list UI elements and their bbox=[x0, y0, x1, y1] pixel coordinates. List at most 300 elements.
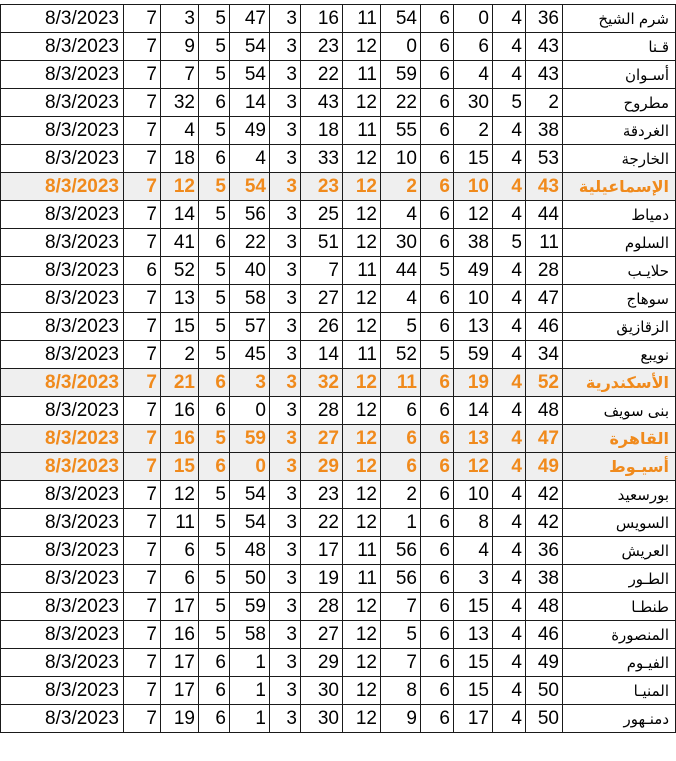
city-cell[interactable]: القاهرة bbox=[563, 425, 676, 453]
time-cell-c4[interactable]: 58 bbox=[230, 285, 270, 313]
time-cell-c8[interactable]: 59 bbox=[381, 61, 421, 89]
time-cell-c2[interactable]: 19 bbox=[161, 705, 199, 733]
time-cell-c4[interactable]: 1 bbox=[230, 705, 270, 733]
time-cell-c9[interactable]: 6 bbox=[421, 285, 454, 313]
time-cell-c1[interactable]: 7 bbox=[124, 285, 161, 313]
time-cell-c12[interactable]: 52 bbox=[526, 369, 563, 397]
city-cell[interactable]: السلوم bbox=[563, 229, 676, 257]
time-cell-c6[interactable]: 29 bbox=[301, 649, 343, 677]
time-cell-c3[interactable]: 5 bbox=[199, 33, 230, 61]
city-cell[interactable]: حلايـب bbox=[563, 257, 676, 285]
time-cell-c3[interactable]: 5 bbox=[199, 341, 230, 369]
time-cell-c8[interactable]: 2 bbox=[381, 173, 421, 201]
time-cell-c2[interactable]: 7 bbox=[161, 61, 199, 89]
time-cell-c10[interactable]: 12 bbox=[454, 453, 493, 481]
date-cell[interactable]: 8/3/2023 bbox=[1, 369, 124, 397]
time-cell-c9[interactable]: 6 bbox=[421, 565, 454, 593]
time-cell-c2[interactable]: 52 bbox=[161, 257, 199, 285]
date-cell[interactable]: 8/3/2023 bbox=[1, 229, 124, 257]
date-cell[interactable]: 8/3/2023 bbox=[1, 705, 124, 733]
time-cell-c1[interactable]: 7 bbox=[124, 33, 161, 61]
time-cell-c1[interactable]: 7 bbox=[124, 397, 161, 425]
time-cell-c9[interactable]: 6 bbox=[421, 621, 454, 649]
time-cell-c2[interactable]: 6 bbox=[161, 565, 199, 593]
time-cell-c10[interactable]: 10 bbox=[454, 481, 493, 509]
time-cell-c2[interactable]: 12 bbox=[161, 481, 199, 509]
time-cell-c1[interactable]: 7 bbox=[124, 61, 161, 89]
time-cell-c7[interactable]: 12 bbox=[343, 201, 381, 229]
time-cell-c6[interactable]: 22 bbox=[301, 509, 343, 537]
time-cell-c11[interactable]: 4 bbox=[493, 117, 526, 145]
time-cell-c12[interactable]: 47 bbox=[526, 285, 563, 313]
time-cell-c3[interactable]: 5 bbox=[199, 425, 230, 453]
time-cell-c5[interactable]: 3 bbox=[270, 5, 301, 33]
time-cell-c4[interactable]: 1 bbox=[230, 677, 270, 705]
time-cell-c7[interactable]: 12 bbox=[343, 369, 381, 397]
time-cell-c12[interactable]: 34 bbox=[526, 341, 563, 369]
time-cell-c10[interactable]: 12 bbox=[454, 201, 493, 229]
time-cell-c10[interactable]: 15 bbox=[454, 677, 493, 705]
time-cell-c9[interactable]: 6 bbox=[421, 61, 454, 89]
time-cell-c7[interactable]: 12 bbox=[343, 145, 381, 173]
time-cell-c3[interactable]: 5 bbox=[199, 285, 230, 313]
time-cell-c1[interactable]: 7 bbox=[124, 201, 161, 229]
time-cell-c12[interactable]: 43 bbox=[526, 173, 563, 201]
time-cell-c8[interactable]: 4 bbox=[381, 285, 421, 313]
time-cell-c11[interactable]: 4 bbox=[493, 649, 526, 677]
time-cell-c7[interactable]: 11 bbox=[343, 341, 381, 369]
time-cell-c7[interactable]: 11 bbox=[343, 117, 381, 145]
time-cell-c5[interactable]: 3 bbox=[270, 201, 301, 229]
time-cell-c5[interactable]: 3 bbox=[270, 481, 301, 509]
time-cell-c9[interactable]: 6 bbox=[421, 173, 454, 201]
time-cell-c9[interactable]: 6 bbox=[421, 509, 454, 537]
time-cell-c6[interactable]: 33 bbox=[301, 145, 343, 173]
time-cell-c5[interactable]: 3 bbox=[270, 33, 301, 61]
time-cell-c3[interactable]: 5 bbox=[199, 257, 230, 285]
time-cell-c5[interactable]: 3 bbox=[270, 425, 301, 453]
time-cell-c3[interactable]: 5 bbox=[199, 61, 230, 89]
time-cell-c9[interactable]: 6 bbox=[421, 201, 454, 229]
time-cell-c5[interactable]: 3 bbox=[270, 145, 301, 173]
time-cell-c3[interactable]: 5 bbox=[199, 173, 230, 201]
time-cell-c3[interactable]: 5 bbox=[199, 201, 230, 229]
time-cell-c1[interactable]: 7 bbox=[124, 229, 161, 257]
time-cell-c4[interactable]: 3 bbox=[230, 369, 270, 397]
time-cell-c9[interactable]: 6 bbox=[421, 117, 454, 145]
time-cell-c3[interactable]: 6 bbox=[199, 229, 230, 257]
time-cell-c9[interactable]: 6 bbox=[421, 649, 454, 677]
time-cell-c6[interactable]: 30 bbox=[301, 705, 343, 733]
time-cell-c5[interactable]: 3 bbox=[270, 565, 301, 593]
time-cell-c8[interactable]: 5 bbox=[381, 621, 421, 649]
date-cell[interactable]: 8/3/2023 bbox=[1, 649, 124, 677]
time-cell-c6[interactable]: 17 bbox=[301, 537, 343, 565]
time-cell-c8[interactable]: 4 bbox=[381, 201, 421, 229]
date-cell[interactable]: 8/3/2023 bbox=[1, 481, 124, 509]
time-cell-c12[interactable]: 11 bbox=[526, 229, 563, 257]
time-cell-c2[interactable]: 12 bbox=[161, 173, 199, 201]
time-cell-c5[interactable]: 3 bbox=[270, 173, 301, 201]
city-cell[interactable]: بنى سويف bbox=[563, 397, 676, 425]
time-cell-c4[interactable]: 54 bbox=[230, 509, 270, 537]
time-cell-c9[interactable]: 6 bbox=[421, 425, 454, 453]
time-cell-c8[interactable]: 6 bbox=[381, 425, 421, 453]
time-cell-c1[interactable]: 7 bbox=[124, 481, 161, 509]
time-cell-c3[interactable]: 5 bbox=[199, 621, 230, 649]
time-cell-c6[interactable]: 27 bbox=[301, 285, 343, 313]
city-cell[interactable]: الفيـوم bbox=[563, 649, 676, 677]
time-cell-c1[interactable]: 7 bbox=[124, 89, 161, 117]
time-cell-c2[interactable]: 21 bbox=[161, 369, 199, 397]
time-cell-c12[interactable]: 43 bbox=[526, 33, 563, 61]
date-cell[interactable]: 8/3/2023 bbox=[1, 621, 124, 649]
time-cell-c11[interactable]: 4 bbox=[493, 593, 526, 621]
time-cell-c1[interactable]: 7 bbox=[124, 537, 161, 565]
time-cell-c10[interactable]: 13 bbox=[454, 425, 493, 453]
time-cell-c4[interactable]: 0 bbox=[230, 397, 270, 425]
time-cell-c2[interactable]: 9 bbox=[161, 33, 199, 61]
time-cell-c10[interactable]: 14 bbox=[454, 397, 493, 425]
time-cell-c10[interactable]: 13 bbox=[454, 621, 493, 649]
time-cell-c11[interactable]: 4 bbox=[493, 677, 526, 705]
time-cell-c3[interactable]: 5 bbox=[199, 593, 230, 621]
time-cell-c3[interactable]: 5 bbox=[199, 313, 230, 341]
time-cell-c1[interactable]: 7 bbox=[124, 313, 161, 341]
time-cell-c11[interactable]: 4 bbox=[493, 313, 526, 341]
time-cell-c1[interactable]: 7 bbox=[124, 425, 161, 453]
time-cell-c4[interactable]: 40 bbox=[230, 257, 270, 285]
city-cell[interactable]: السويس bbox=[563, 509, 676, 537]
date-cell[interactable]: 8/3/2023 bbox=[1, 677, 124, 705]
time-cell-c8[interactable]: 2 bbox=[381, 481, 421, 509]
time-cell-c5[interactable]: 3 bbox=[270, 453, 301, 481]
time-cell-c1[interactable]: 7 bbox=[124, 705, 161, 733]
time-cell-c10[interactable]: 19 bbox=[454, 369, 493, 397]
date-cell[interactable]: 8/3/2023 bbox=[1, 453, 124, 481]
city-cell[interactable]: طنطـا bbox=[563, 593, 676, 621]
city-cell[interactable]: الأسكندرية bbox=[563, 369, 676, 397]
date-cell[interactable]: 8/3/2023 bbox=[1, 341, 124, 369]
date-cell[interactable]: 8/3/2023 bbox=[1, 257, 124, 285]
time-cell-c2[interactable]: 16 bbox=[161, 397, 199, 425]
time-cell-c4[interactable]: 59 bbox=[230, 425, 270, 453]
time-cell-c10[interactable]: 15 bbox=[454, 649, 493, 677]
time-cell-c8[interactable]: 44 bbox=[381, 257, 421, 285]
time-cell-c5[interactable]: 3 bbox=[270, 313, 301, 341]
time-cell-c5[interactable]: 3 bbox=[270, 257, 301, 285]
time-cell-c8[interactable]: 0 bbox=[381, 33, 421, 61]
time-cell-c12[interactable]: 50 bbox=[526, 677, 563, 705]
time-cell-c1[interactable]: 7 bbox=[124, 453, 161, 481]
time-cell-c11[interactable]: 4 bbox=[493, 425, 526, 453]
date-cell[interactable]: 8/3/2023 bbox=[1, 425, 124, 453]
time-cell-c10[interactable]: 4 bbox=[454, 537, 493, 565]
time-cell-c3[interactable]: 5 bbox=[199, 537, 230, 565]
time-cell-c11[interactable]: 4 bbox=[493, 33, 526, 61]
time-cell-c6[interactable]: 25 bbox=[301, 201, 343, 229]
time-cell-c2[interactable]: 17 bbox=[161, 593, 199, 621]
time-cell-c5[interactable]: 3 bbox=[270, 705, 301, 733]
time-cell-c12[interactable]: 46 bbox=[526, 621, 563, 649]
time-cell-c5[interactable]: 3 bbox=[270, 537, 301, 565]
date-cell[interactable]: 8/3/2023 bbox=[1, 565, 124, 593]
time-cell-c11[interactable]: 4 bbox=[493, 201, 526, 229]
time-cell-c10[interactable]: 10 bbox=[454, 285, 493, 313]
city-cell[interactable]: قـنا bbox=[563, 33, 676, 61]
time-cell-c7[interactable]: 12 bbox=[343, 677, 381, 705]
time-cell-c5[interactable]: 3 bbox=[270, 593, 301, 621]
time-cell-c8[interactable]: 7 bbox=[381, 593, 421, 621]
city-cell[interactable]: مطروح bbox=[563, 89, 676, 117]
time-cell-c4[interactable]: 49 bbox=[230, 117, 270, 145]
time-cell-c11[interactable]: 4 bbox=[493, 257, 526, 285]
time-cell-c8[interactable]: 1 bbox=[381, 509, 421, 537]
time-cell-c8[interactable]: 55 bbox=[381, 117, 421, 145]
city-cell[interactable]: بورسعيد bbox=[563, 481, 676, 509]
city-cell[interactable]: الطـور bbox=[563, 565, 676, 593]
time-cell-c5[interactable]: 3 bbox=[270, 341, 301, 369]
time-cell-c6[interactable]: 23 bbox=[301, 33, 343, 61]
time-cell-c6[interactable]: 23 bbox=[301, 481, 343, 509]
city-cell[interactable]: المنيـا bbox=[563, 677, 676, 705]
time-cell-c10[interactable]: 38 bbox=[454, 229, 493, 257]
time-cell-c11[interactable]: 4 bbox=[493, 397, 526, 425]
time-cell-c10[interactable]: 30 bbox=[454, 89, 493, 117]
time-cell-c9[interactable]: 6 bbox=[421, 229, 454, 257]
time-cell-c5[interactable]: 3 bbox=[270, 89, 301, 117]
time-cell-c7[interactable]: 11 bbox=[343, 61, 381, 89]
time-cell-c10[interactable]: 8 bbox=[454, 509, 493, 537]
time-cell-c7[interactable]: 12 bbox=[343, 89, 381, 117]
time-cell-c1[interactable]: 7 bbox=[124, 341, 161, 369]
city-cell[interactable]: نويبع bbox=[563, 341, 676, 369]
time-cell-c8[interactable]: 22 bbox=[381, 89, 421, 117]
time-cell-c8[interactable]: 9 bbox=[381, 705, 421, 733]
time-cell-c12[interactable]: 2 bbox=[526, 89, 563, 117]
date-cell[interactable]: 8/3/2023 bbox=[1, 509, 124, 537]
time-cell-c9[interactable]: 6 bbox=[421, 705, 454, 733]
time-cell-c6[interactable]: 7 bbox=[301, 257, 343, 285]
time-cell-c10[interactable]: 49 bbox=[454, 257, 493, 285]
city-cell[interactable]: دمنـهور bbox=[563, 705, 676, 733]
time-cell-c6[interactable]: 43 bbox=[301, 89, 343, 117]
time-cell-c1[interactable]: 7 bbox=[124, 509, 161, 537]
time-cell-c6[interactable]: 18 bbox=[301, 117, 343, 145]
time-cell-c5[interactable]: 3 bbox=[270, 677, 301, 705]
time-cell-c2[interactable]: 15 bbox=[161, 453, 199, 481]
time-cell-c3[interactable]: 6 bbox=[199, 649, 230, 677]
time-cell-c3[interactable]: 5 bbox=[199, 509, 230, 537]
time-cell-c4[interactable]: 54 bbox=[230, 481, 270, 509]
date-cell[interactable]: 8/3/2023 bbox=[1, 201, 124, 229]
time-cell-c8[interactable]: 11 bbox=[381, 369, 421, 397]
time-cell-c2[interactable]: 17 bbox=[161, 649, 199, 677]
city-cell[interactable]: الإسماعيلية bbox=[563, 173, 676, 201]
time-cell-c7[interactable]: 12 bbox=[343, 621, 381, 649]
time-cell-c4[interactable]: 54 bbox=[230, 173, 270, 201]
time-cell-c8[interactable]: 8 bbox=[381, 677, 421, 705]
time-cell-c1[interactable]: 7 bbox=[124, 649, 161, 677]
time-cell-c6[interactable]: 16 bbox=[301, 5, 343, 33]
time-cell-c3[interactable]: 6 bbox=[199, 145, 230, 173]
time-cell-c2[interactable]: 16 bbox=[161, 425, 199, 453]
time-cell-c11[interactable]: 4 bbox=[493, 5, 526, 33]
time-cell-c12[interactable]: 48 bbox=[526, 397, 563, 425]
time-cell-c4[interactable]: 14 bbox=[230, 89, 270, 117]
time-cell-c2[interactable]: 15 bbox=[161, 313, 199, 341]
time-cell-c2[interactable]: 4 bbox=[161, 117, 199, 145]
time-cell-c9[interactable]: 6 bbox=[421, 397, 454, 425]
time-cell-c7[interactable]: 12 bbox=[343, 425, 381, 453]
date-cell[interactable]: 8/3/2023 bbox=[1, 173, 124, 201]
time-cell-c8[interactable]: 6 bbox=[381, 397, 421, 425]
city-cell[interactable]: الزقازيق bbox=[563, 313, 676, 341]
time-cell-c4[interactable]: 47 bbox=[230, 5, 270, 33]
time-cell-c6[interactable]: 28 bbox=[301, 397, 343, 425]
time-cell-c3[interactable]: 6 bbox=[199, 89, 230, 117]
time-cell-c2[interactable]: 13 bbox=[161, 285, 199, 313]
time-cell-c10[interactable]: 13 bbox=[454, 313, 493, 341]
time-cell-c11[interactable]: 4 bbox=[493, 369, 526, 397]
time-cell-c12[interactable]: 44 bbox=[526, 201, 563, 229]
time-cell-c12[interactable]: 42 bbox=[526, 509, 563, 537]
time-cell-c11[interactable]: 4 bbox=[493, 509, 526, 537]
time-cell-c1[interactable]: 7 bbox=[124, 677, 161, 705]
time-cell-c8[interactable]: 6 bbox=[381, 453, 421, 481]
time-cell-c12[interactable]: 47 bbox=[526, 425, 563, 453]
time-cell-c12[interactable]: 49 bbox=[526, 649, 563, 677]
time-cell-c8[interactable]: 56 bbox=[381, 537, 421, 565]
time-cell-c3[interactable]: 5 bbox=[199, 565, 230, 593]
time-cell-c8[interactable]: 7 bbox=[381, 649, 421, 677]
time-cell-c12[interactable]: 36 bbox=[526, 537, 563, 565]
city-cell[interactable]: الغردقة bbox=[563, 117, 676, 145]
time-cell-c6[interactable]: 26 bbox=[301, 313, 343, 341]
time-cell-c12[interactable]: 46 bbox=[526, 313, 563, 341]
time-cell-c8[interactable]: 52 bbox=[381, 341, 421, 369]
time-cell-c10[interactable]: 3 bbox=[454, 565, 493, 593]
date-cell[interactable]: 8/3/2023 bbox=[1, 593, 124, 621]
time-cell-c1[interactable]: 7 bbox=[124, 565, 161, 593]
time-cell-c7[interactable]: 11 bbox=[343, 537, 381, 565]
date-cell[interactable]: 8/3/2023 bbox=[1, 285, 124, 313]
time-cell-c10[interactable]: 4 bbox=[454, 61, 493, 89]
time-cell-c10[interactable]: 15 bbox=[454, 593, 493, 621]
time-cell-c12[interactable]: 48 bbox=[526, 593, 563, 621]
time-cell-c9[interactable]: 5 bbox=[421, 341, 454, 369]
time-cell-c1[interactable]: 7 bbox=[124, 593, 161, 621]
time-cell-c5[interactable]: 3 bbox=[270, 285, 301, 313]
time-cell-c12[interactable]: 42 bbox=[526, 481, 563, 509]
time-cell-c2[interactable]: 32 bbox=[161, 89, 199, 117]
time-cell-c1[interactable]: 7 bbox=[124, 173, 161, 201]
time-cell-c7[interactable]: 12 bbox=[343, 509, 381, 537]
time-cell-c1[interactable]: 7 bbox=[124, 145, 161, 173]
time-cell-c12[interactable]: 28 bbox=[526, 257, 563, 285]
time-cell-c12[interactable]: 49 bbox=[526, 453, 563, 481]
city-cell[interactable]: أسيـوط bbox=[563, 453, 676, 481]
time-cell-c7[interactable]: 12 bbox=[343, 229, 381, 257]
time-cell-c1[interactable]: 7 bbox=[124, 621, 161, 649]
time-cell-c11[interactable]: 5 bbox=[493, 89, 526, 117]
time-cell-c11[interactable]: 4 bbox=[493, 341, 526, 369]
time-cell-c6[interactable]: 28 bbox=[301, 593, 343, 621]
city-cell[interactable]: دمياط bbox=[563, 201, 676, 229]
date-cell[interactable]: 8/3/2023 bbox=[1, 537, 124, 565]
city-cell[interactable]: أسـوان bbox=[563, 61, 676, 89]
time-cell-c1[interactable]: 7 bbox=[124, 117, 161, 145]
time-cell-c4[interactable]: 1 bbox=[230, 649, 270, 677]
time-cell-c8[interactable]: 56 bbox=[381, 565, 421, 593]
time-cell-c3[interactable]: 6 bbox=[199, 677, 230, 705]
time-cell-c11[interactable]: 4 bbox=[493, 145, 526, 173]
time-cell-c2[interactable]: 41 bbox=[161, 229, 199, 257]
time-cell-c9[interactable]: 6 bbox=[421, 5, 454, 33]
time-cell-c3[interactable]: 6 bbox=[199, 397, 230, 425]
time-cell-c4[interactable]: 50 bbox=[230, 565, 270, 593]
time-cell-c3[interactable]: 6 bbox=[199, 369, 230, 397]
time-cell-c3[interactable]: 5 bbox=[199, 481, 230, 509]
date-cell[interactable]: 8/3/2023 bbox=[1, 5, 124, 33]
time-cell-c7[interactable]: 11 bbox=[343, 5, 381, 33]
date-cell[interactable]: 8/3/2023 bbox=[1, 117, 124, 145]
time-cell-c5[interactable]: 3 bbox=[270, 229, 301, 257]
time-cell-c4[interactable]: 59 bbox=[230, 593, 270, 621]
time-cell-c4[interactable]: 0 bbox=[230, 453, 270, 481]
time-cell-c12[interactable]: 38 bbox=[526, 117, 563, 145]
time-cell-c2[interactable]: 2 bbox=[161, 341, 199, 369]
time-cell-c7[interactable]: 12 bbox=[343, 649, 381, 677]
time-cell-c3[interactable]: 6 bbox=[199, 453, 230, 481]
time-cell-c11[interactable]: 4 bbox=[493, 621, 526, 649]
date-cell[interactable]: 8/3/2023 bbox=[1, 313, 124, 341]
time-cell-c11[interactable]: 4 bbox=[493, 173, 526, 201]
time-cell-c7[interactable]: 12 bbox=[343, 173, 381, 201]
city-cell[interactable]: شرم الشيخ bbox=[563, 5, 676, 33]
time-cell-c2[interactable]: 14 bbox=[161, 201, 199, 229]
time-cell-c9[interactable]: 6 bbox=[421, 313, 454, 341]
time-cell-c9[interactable]: 6 bbox=[421, 537, 454, 565]
time-cell-c12[interactable]: 36 bbox=[526, 5, 563, 33]
time-cell-c11[interactable]: 4 bbox=[493, 481, 526, 509]
time-cell-c10[interactable]: 2 bbox=[454, 117, 493, 145]
time-cell-c5[interactable]: 3 bbox=[270, 649, 301, 677]
time-cell-c4[interactable]: 54 bbox=[230, 61, 270, 89]
city-cell[interactable]: الخارجة bbox=[563, 145, 676, 173]
time-cell-c1[interactable]: 7 bbox=[124, 5, 161, 33]
time-cell-c7[interactable]: 12 bbox=[343, 593, 381, 621]
time-cell-c9[interactable]: 6 bbox=[421, 369, 454, 397]
date-cell[interactable]: 8/3/2023 bbox=[1, 33, 124, 61]
time-cell-c6[interactable]: 29 bbox=[301, 453, 343, 481]
time-cell-c2[interactable]: 3 bbox=[161, 5, 199, 33]
time-cell-c5[interactable]: 3 bbox=[270, 621, 301, 649]
time-cell-c6[interactable]: 19 bbox=[301, 565, 343, 593]
time-cell-c5[interactable]: 3 bbox=[270, 117, 301, 145]
time-cell-c10[interactable]: 15 bbox=[454, 145, 493, 173]
time-cell-c4[interactable]: 45 bbox=[230, 341, 270, 369]
time-cell-c3[interactable]: 5 bbox=[199, 117, 230, 145]
date-cell[interactable]: 8/3/2023 bbox=[1, 89, 124, 117]
time-cell-c11[interactable]: 4 bbox=[493, 61, 526, 89]
date-cell[interactable]: 8/3/2023 bbox=[1, 397, 124, 425]
time-cell-c7[interactable]: 12 bbox=[343, 313, 381, 341]
time-cell-c10[interactable]: 0 bbox=[454, 5, 493, 33]
city-cell[interactable]: المنصورة bbox=[563, 621, 676, 649]
time-cell-c10[interactable]: 10 bbox=[454, 173, 493, 201]
time-cell-c7[interactable]: 12 bbox=[343, 397, 381, 425]
